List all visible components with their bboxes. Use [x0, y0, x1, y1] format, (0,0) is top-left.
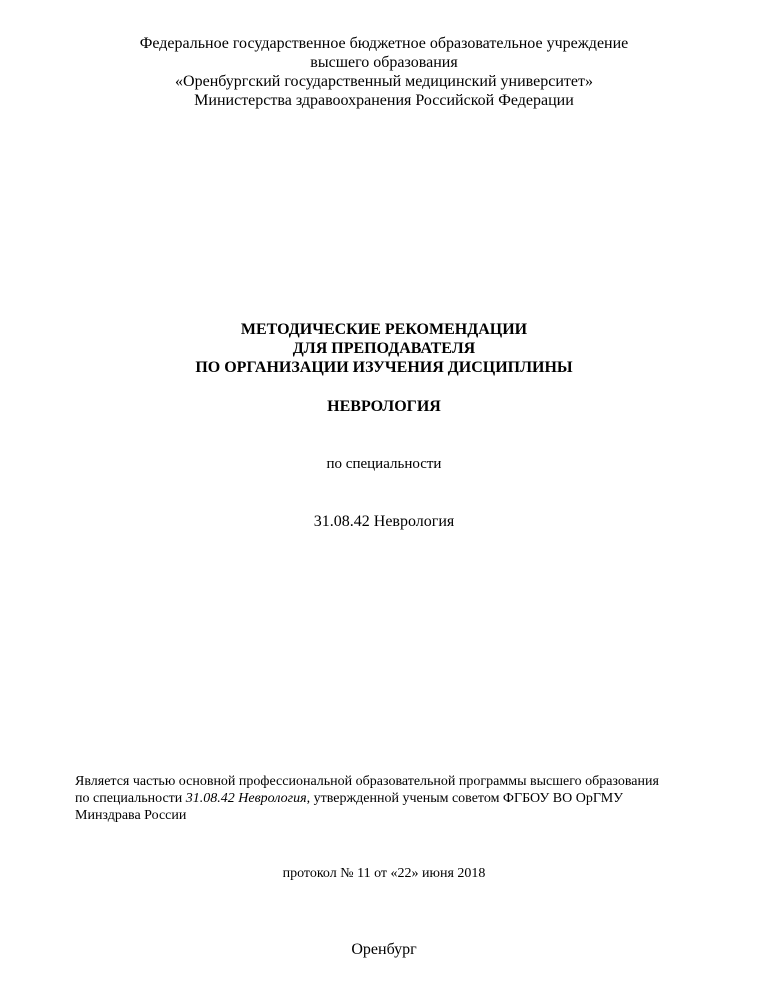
protocol-line: протокол № 11 от «22» июня 2018 — [282, 866, 486, 881]
note-line-2-prefix: по специальности — [75, 791, 186, 806]
institution-line-2: высшего образования — [310, 54, 458, 71]
discipline-name: НЕВРОЛОГИЯ — [327, 398, 441, 415]
specialty-label: по специальности — [326, 456, 442, 472]
title-line-2: ДЛЯ ПРЕПОДАВАТЕЛЯ — [292, 340, 476, 357]
note-line-2 — [75, 790, 735, 807]
city-name: Оренбург — [351, 941, 417, 958]
title-line-1: МЕТОДИЧЕСКИЕ РЕКОМЕНДАЦИИ — [240, 321, 528, 338]
program-note — [75, 773, 735, 824]
document-title — [0, 320, 768, 377]
note-line-2-specialty: 31.08.42 Неврология — [185, 791, 307, 806]
specialty-code: 31.08.42 Неврология — [313, 513, 455, 530]
institution-line-1: Федеральное государственное бюджетное образовательное учреждение — [139, 35, 629, 52]
title-line-3: ПО ОРГАНИЗАЦИИ ИЗУЧЕНИЯ ДИСЦИПЛИНЫ — [195, 359, 573, 376]
institution-line-3: «Оренбургский государственный медицинский университет» — [175, 73, 593, 90]
note-line-2-suffix: , утвержденной ученым советом ФГБОУ ВО ОрГМУ — [306, 791, 624, 806]
note-line-3: Минздрава России — [75, 808, 187, 823]
note-line-1: Является частью основной профессиональной образовательной программы высшего образования — [75, 774, 659, 789]
institution-line-4: Министерства здравоохранения Российской Федерации — [194, 92, 574, 109]
institution-header — [0, 34, 768, 110]
